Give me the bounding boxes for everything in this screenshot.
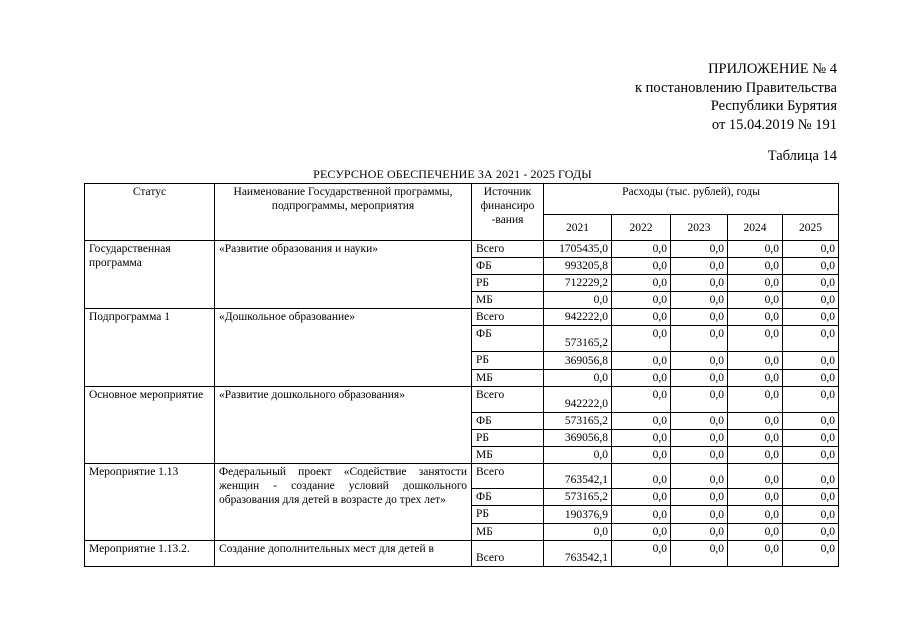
funding-source-cell: ФБ [472, 326, 544, 352]
amount-cell: 0,0 [728, 258, 783, 275]
amount-cell: 0,0 [612, 258, 671, 275]
amount-cell: 0,0 [612, 541, 671, 567]
funding-source-cell: ФБ [472, 489, 544, 506]
amount-cell: 0,0 [728, 524, 783, 541]
amount-cell: 0,0 [728, 430, 783, 447]
year-header: 2025 [783, 215, 839, 241]
funding-source-cell: Всего [472, 241, 544, 258]
header-row [85, 184, 839, 215]
amount-cell: 0,0 [783, 241, 839, 258]
funding-source-cell: ФБ [472, 413, 544, 430]
funding-source-cell: Всего [472, 309, 544, 326]
amount-cell: 0,0 [612, 370, 671, 387]
amount-cell: 0,0 [783, 489, 839, 506]
amount-cell: 0,0 [671, 241, 728, 258]
amount-cell: 0,0 [783, 524, 839, 541]
resource-table [84, 183, 839, 567]
amount-cell: 0,0 [612, 326, 671, 352]
amount-cell: 573165,2 [544, 489, 612, 506]
amount-cell: 0,0 [728, 370, 783, 387]
amount-cell: 0,0 [544, 447, 612, 464]
amount-cell: 0,0 [728, 309, 783, 326]
amount-cell: 0,0 [671, 309, 728, 326]
status-cell: Мероприятие 1.13 [85, 464, 215, 541]
appendix-line-3: Республики Бурятия [710, 98, 837, 114]
amount-cell: 0,0 [671, 464, 728, 489]
col-source-header: Источник финансиро -вания [472, 184, 544, 241]
status-cell: Основное мероприятие [85, 387, 215, 464]
program-name-cell: «Развитие дошкольного образования» [215, 387, 472, 464]
funding-source-cell: ФБ [472, 258, 544, 275]
amount-cell: 0,0 [612, 489, 671, 506]
table-row [85, 241, 839, 258]
amount-cell: 0,0 [671, 524, 728, 541]
amount-cell: 0,0 [612, 524, 671, 541]
amount-cell: 0,0 [783, 292, 839, 309]
amount-cell: 0,0 [783, 413, 839, 430]
funding-source-cell: Всего [472, 387, 544, 413]
amount-cell: 0,0 [612, 275, 671, 292]
appendix-header [635, 60, 837, 134]
amount-cell: 0,0 [612, 464, 671, 489]
amount-cell: 190376,9 [544, 506, 612, 524]
amount-cell: 0,0 [671, 506, 728, 524]
funding-source-cell: РБ [472, 352, 544, 370]
col-expenses-header: Расходы (тыс. рублей), годы [544, 184, 839, 215]
program-name-cell: Федеральный проект «Содействие занятости женщин - создание условий дошкольного образования для детей в возрасте до трех лет» [215, 464, 472, 541]
amount-cell: 763542,1 [544, 541, 612, 567]
amount-cell: 0,0 [783, 258, 839, 275]
amount-cell: 0,0 [544, 370, 612, 387]
amount-cell: 0,0 [783, 370, 839, 387]
amount-cell: 0,0 [671, 258, 728, 275]
amount-cell: 0,0 [728, 352, 783, 370]
amount-cell: 0,0 [728, 464, 783, 489]
amount-cell: 0,0 [612, 413, 671, 430]
amount-cell: 0,0 [783, 447, 839, 464]
table-row [85, 309, 839, 326]
amount-cell: 0,0 [728, 241, 783, 258]
amount-cell: 0,0 [671, 413, 728, 430]
amount-cell: 0,0 [612, 352, 671, 370]
amount-cell: 0,0 [728, 447, 783, 464]
amount-cell: 0,0 [612, 447, 671, 464]
program-name-cell: Создание дополнительных мест для детей в [215, 541, 472, 567]
amount-cell: 0,0 [612, 241, 671, 258]
appendix-line-2: к постановлению Правительства [635, 79, 837, 96]
amount-cell: 0,0 [544, 524, 612, 541]
amount-cell: 0,0 [612, 387, 671, 413]
amount-cell: 0,0 [783, 541, 839, 567]
appendix-title: ПРИЛОЖЕНИЕ № 4 [708, 61, 837, 77]
year-header: 2023 [671, 215, 728, 241]
table-number: Таблица 14 [767, 148, 837, 164]
amount-cell: 0,0 [728, 413, 783, 430]
amount-cell: 573165,2 [544, 326, 612, 352]
amount-cell: 0,0 [783, 352, 839, 370]
amount-cell: 369056,8 [544, 430, 612, 447]
amount-cell: 993205,8 [544, 258, 612, 275]
amount-cell: 0,0 [728, 506, 783, 524]
amount-cell: 0,0 [612, 430, 671, 447]
amount-cell: 0,0 [671, 447, 728, 464]
amount-cell: 0,0 [671, 326, 728, 352]
amount-cell: 0,0 [671, 370, 728, 387]
amount-cell: 0,0 [728, 541, 783, 567]
amount-cell: 0,0 [671, 489, 728, 506]
status-cell: Мероприятие 1.13.2. [85, 541, 215, 567]
funding-source-cell: МБ [472, 447, 544, 464]
amount-cell: 0,0 [783, 430, 839, 447]
amount-cell: 0,0 [783, 387, 839, 413]
amount-cell: 0,0 [612, 309, 671, 326]
program-name-cell: «Дошкольное образование» [215, 309, 472, 387]
amount-cell: 0,0 [612, 292, 671, 309]
amount-cell: 1705435,0 [544, 241, 612, 258]
amount-cell: 0,0 [728, 489, 783, 506]
amount-cell: 0,0 [728, 275, 783, 292]
status-cell: Государственная программа [85, 241, 215, 309]
year-header: 2024 [728, 215, 783, 241]
amount-cell: 369056,8 [544, 352, 612, 370]
amount-cell: 0,0 [783, 275, 839, 292]
amount-cell: 0,0 [544, 292, 612, 309]
funding-source-cell: МБ [472, 370, 544, 387]
amount-cell: 0,0 [671, 430, 728, 447]
amount-cell: 0,0 [783, 506, 839, 524]
col-status-header: Статус [85, 184, 215, 241]
amount-cell: 0,0 [783, 309, 839, 326]
amount-cell: 0,0 [671, 352, 728, 370]
amount-cell: 0,0 [728, 326, 783, 352]
funding-source-cell: МБ [472, 524, 544, 541]
table-row [85, 464, 839, 489]
amount-cell: 712229,2 [544, 275, 612, 292]
funding-source-cell: Всего [472, 464, 544, 489]
amount-cell: 942222,0 [544, 387, 612, 413]
amount-cell: 0,0 [783, 326, 839, 352]
amount-cell: 763542,1 [544, 464, 612, 489]
year-header: 2021 [544, 215, 612, 241]
amount-cell: 0,0 [671, 541, 728, 567]
funding-source-cell: Всего [472, 541, 544, 567]
col-name-header: Наименование Государственной программы, подпрограммы, мероприятия [215, 184, 472, 241]
amount-cell: 0,0 [728, 292, 783, 309]
amount-cell: 942222,0 [544, 309, 612, 326]
appendix-date: от 15.04.2019 № 191 [711, 116, 837, 133]
status-cell: Подпрограмма 1 [85, 309, 215, 387]
amount-cell: 0,0 [612, 506, 671, 524]
amount-cell: 0,0 [783, 464, 839, 489]
table-row [85, 387, 839, 413]
funding-source-cell: МБ [472, 292, 544, 309]
amount-cell: 0,0 [671, 387, 728, 413]
year-header: 2022 [612, 215, 671, 241]
amount-cell: 0,0 [671, 275, 728, 292]
document-title: РЕСУРСНОЕ ОБЕСПЕЧЕНИЕ ЗА 2021 - 2025 ГОДЫ [313, 167, 592, 181]
amount-cell: 0,0 [728, 387, 783, 413]
funding-source-cell: РБ [472, 430, 544, 447]
funding-source-cell: РБ [472, 275, 544, 292]
program-name-cell: «Развитие образования и науки» [215, 241, 472, 309]
amount-cell: 0,0 [671, 292, 728, 309]
table-row [85, 541, 839, 567]
funding-source-cell: РБ [472, 506, 544, 524]
amount-cell: 573165,2 [544, 413, 612, 430]
